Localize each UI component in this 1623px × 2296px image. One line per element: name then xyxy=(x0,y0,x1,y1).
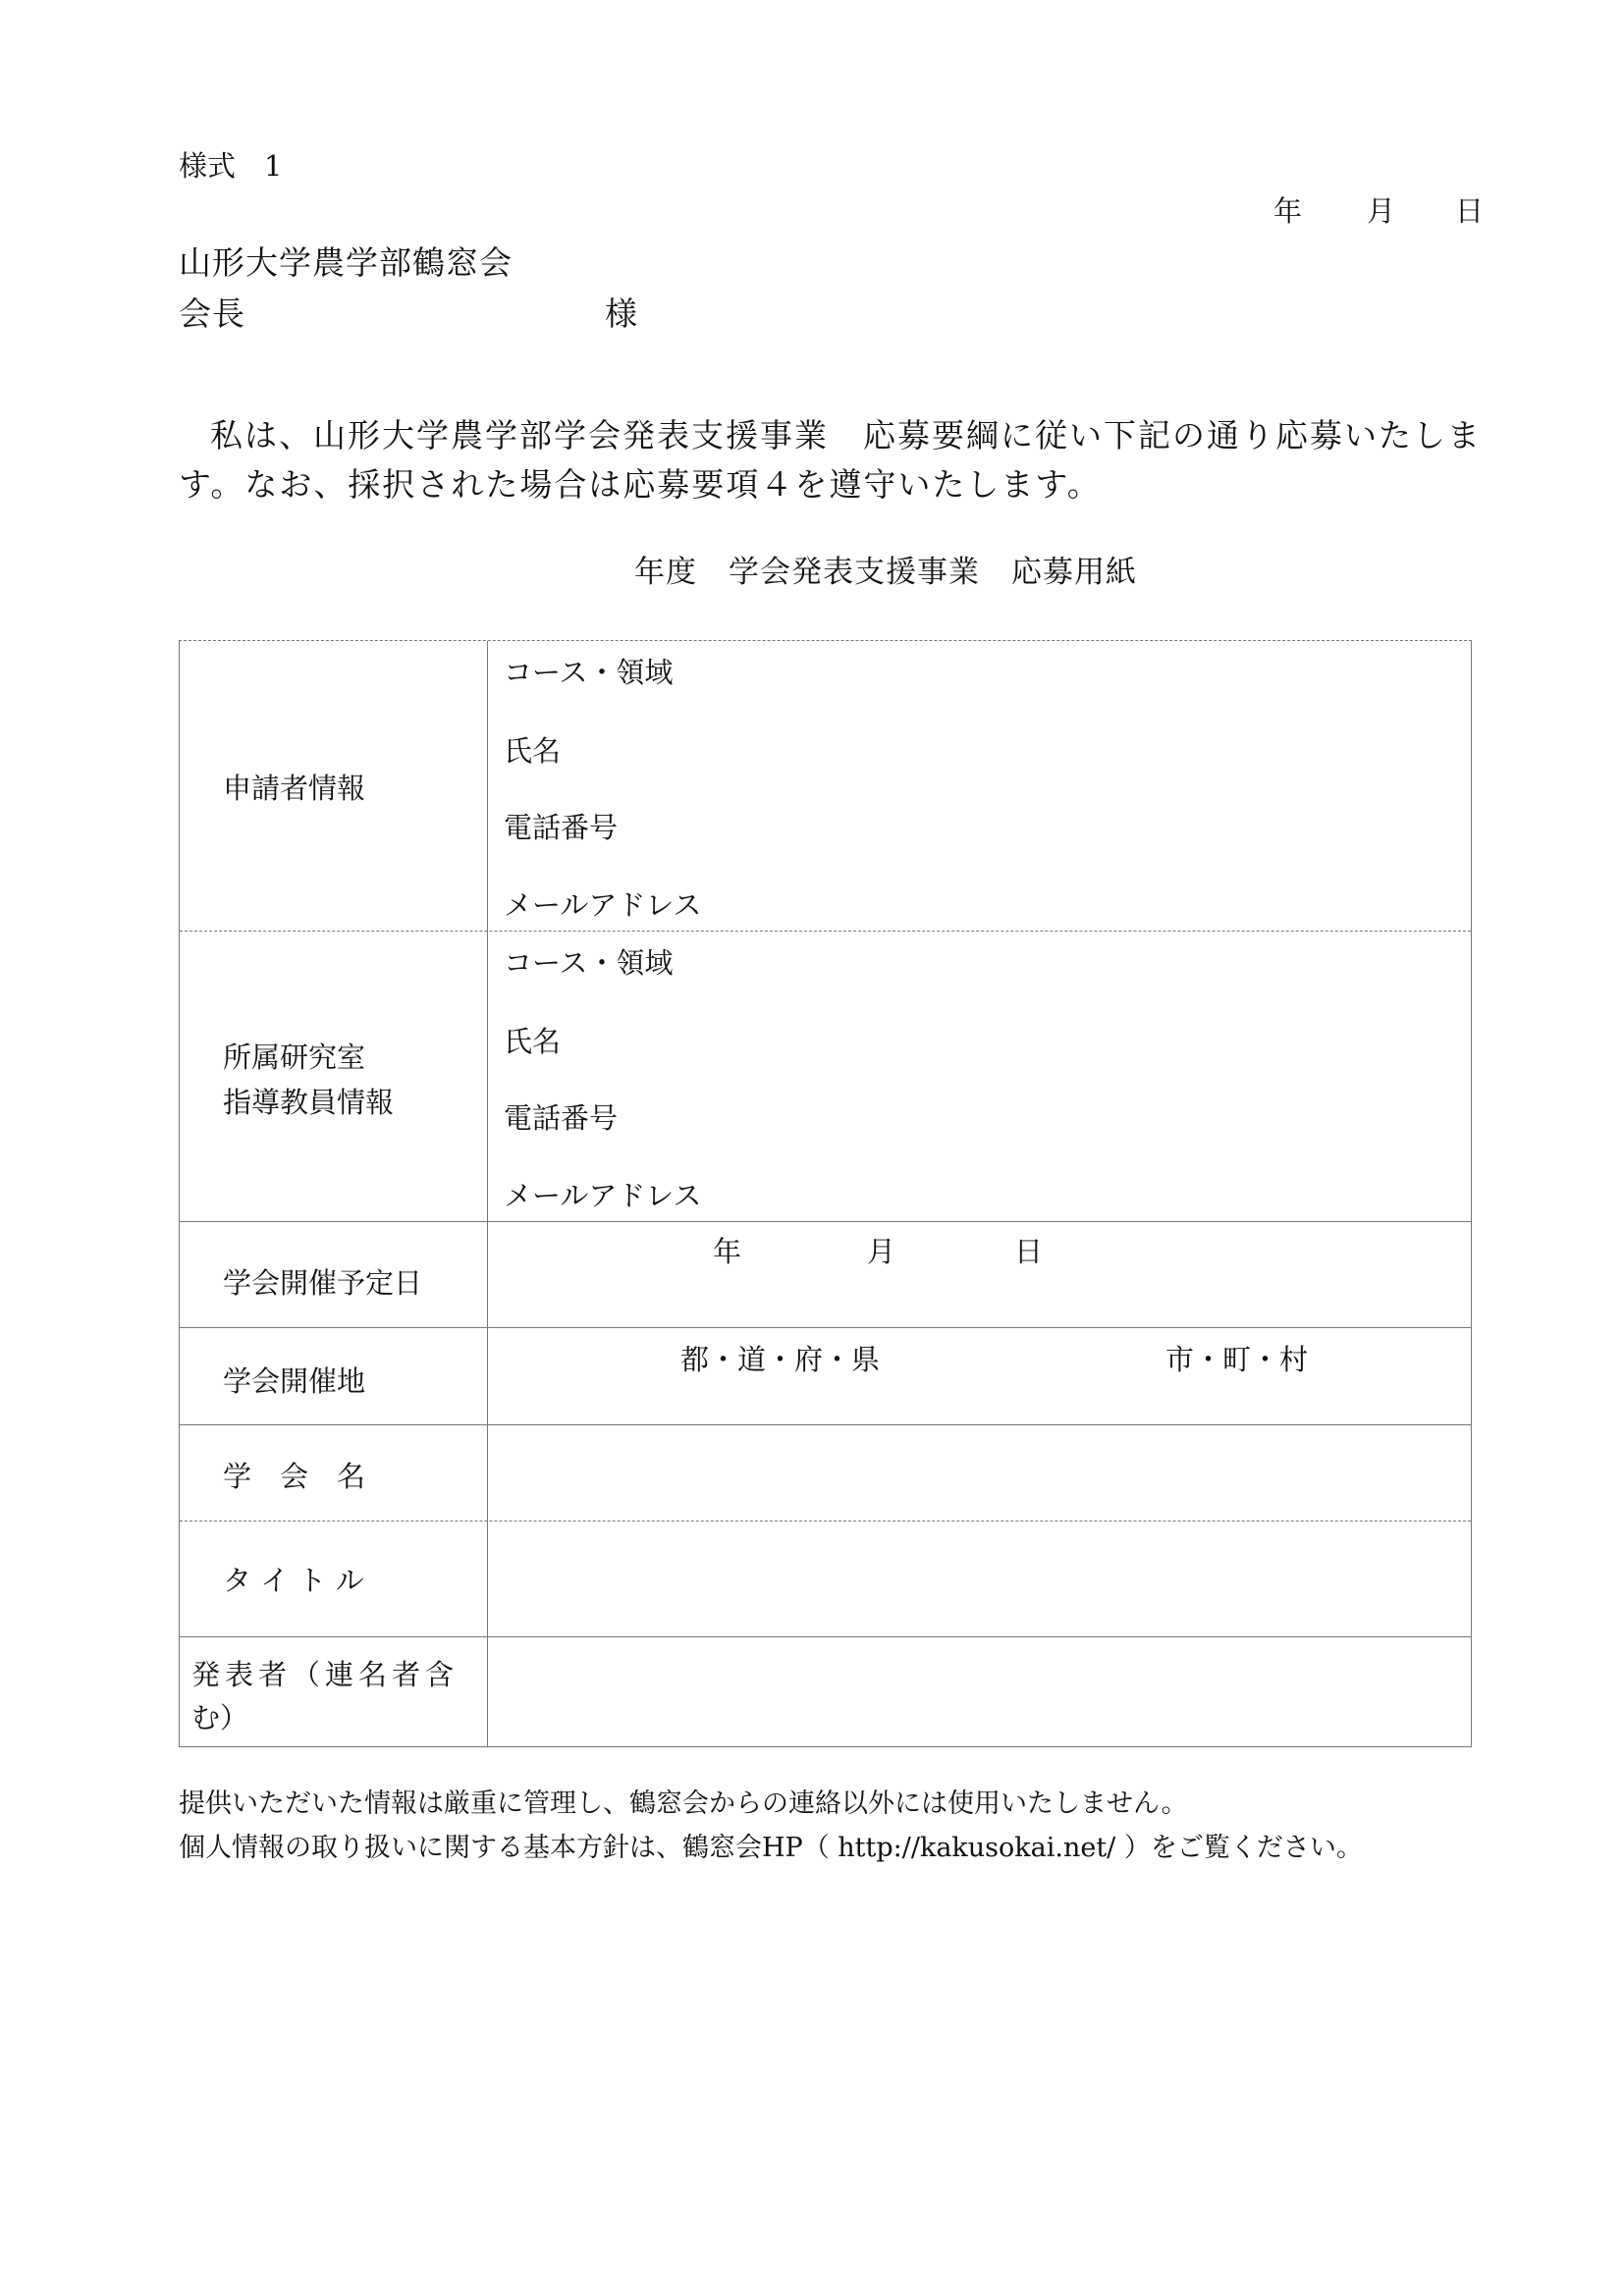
date-month-label: 月 xyxy=(1367,194,1396,228)
applicant-phone-field[interactable]: 電話番号 xyxy=(504,811,619,844)
title-label: タ イ ト ル xyxy=(223,1564,364,1597)
advisor-label-line-1: 所属研究室 xyxy=(223,1041,366,1074)
meeting-date-year[interactable]: 年 xyxy=(713,1235,742,1268)
meeting-place-label: 学会開催地 xyxy=(223,1364,366,1398)
addressee-honorific: 様 xyxy=(605,294,638,333)
addressee-organization: 山形大学農学部鶴窓会 xyxy=(179,243,513,282)
date-day-label: 日 xyxy=(1455,194,1485,228)
meeting-place-city[interactable]: 市・町・村 xyxy=(1165,1343,1309,1376)
advisor-email-field[interactable]: メールアドレス xyxy=(504,1179,702,1212)
meeting-date-month[interactable]: 月 xyxy=(867,1235,896,1268)
title-row xyxy=(180,1522,1471,1637)
application-table xyxy=(179,640,1472,1747)
advisor-name-field[interactable]: 氏名 xyxy=(504,1025,562,1058)
footer-privacy-line-1: 提供いただいた情報は厳重に管理し、鶴窓会からの連絡以外には使用いたしません。 xyxy=(179,1789,1188,1819)
intro-line-1: 私は、山形大学農学部学会発表支援事業 応募要綱に従い下記の通り応募いたしま xyxy=(210,416,1482,454)
meeting-place-prefecture[interactable]: 都・道・府・県 xyxy=(680,1343,881,1376)
date-year-label: 年 xyxy=(1273,194,1303,228)
advisor-course-field[interactable]: コース・領域 xyxy=(504,946,674,980)
presenters-label-line-2: む） xyxy=(191,1701,249,1735)
advisor-row xyxy=(180,932,1471,1222)
presenters-row xyxy=(180,1637,1471,1748)
meeting-date-row xyxy=(180,1222,1471,1328)
applicant-course-field[interactable]: コース・領域 xyxy=(504,656,674,689)
intro-line-2: す。なお、採択された場合は応募要項４を遵守いたします。 xyxy=(179,465,1102,504)
advisor-phone-field[interactable]: 電話番号 xyxy=(504,1101,619,1135)
applicant-label: 申請者情報 xyxy=(223,772,366,805)
meeting-name-row xyxy=(180,1425,1471,1522)
applicant-email-field[interactable]: メールアドレス xyxy=(504,888,702,922)
meeting-name-label: 学 会 名 xyxy=(223,1460,366,1493)
advisor-label-line-2: 指導教員情報 xyxy=(223,1086,395,1119)
applicant-name-field[interactable]: 氏名 xyxy=(504,734,562,768)
addressee-position: 会長 xyxy=(179,294,245,333)
presenters-label-line-1: 発表者（連名者含 xyxy=(191,1658,460,1691)
form-title: 年度 学会発表支援事業 応募用紙 xyxy=(634,555,1137,590)
footer-privacy-line-2: 個人情報の取り扱いに関する基本方針は、鶴窓会HP（ http://kakusokai.net/ ）をご覧ください。 xyxy=(179,1833,1363,1863)
meeting-date-label: 学会開催予定日 xyxy=(223,1266,423,1300)
applicant-row xyxy=(180,641,1471,932)
form-number: 様式 1 xyxy=(179,149,283,183)
meeting-place-row xyxy=(180,1328,1471,1425)
meeting-date-day[interactable]: 日 xyxy=(1014,1235,1044,1268)
